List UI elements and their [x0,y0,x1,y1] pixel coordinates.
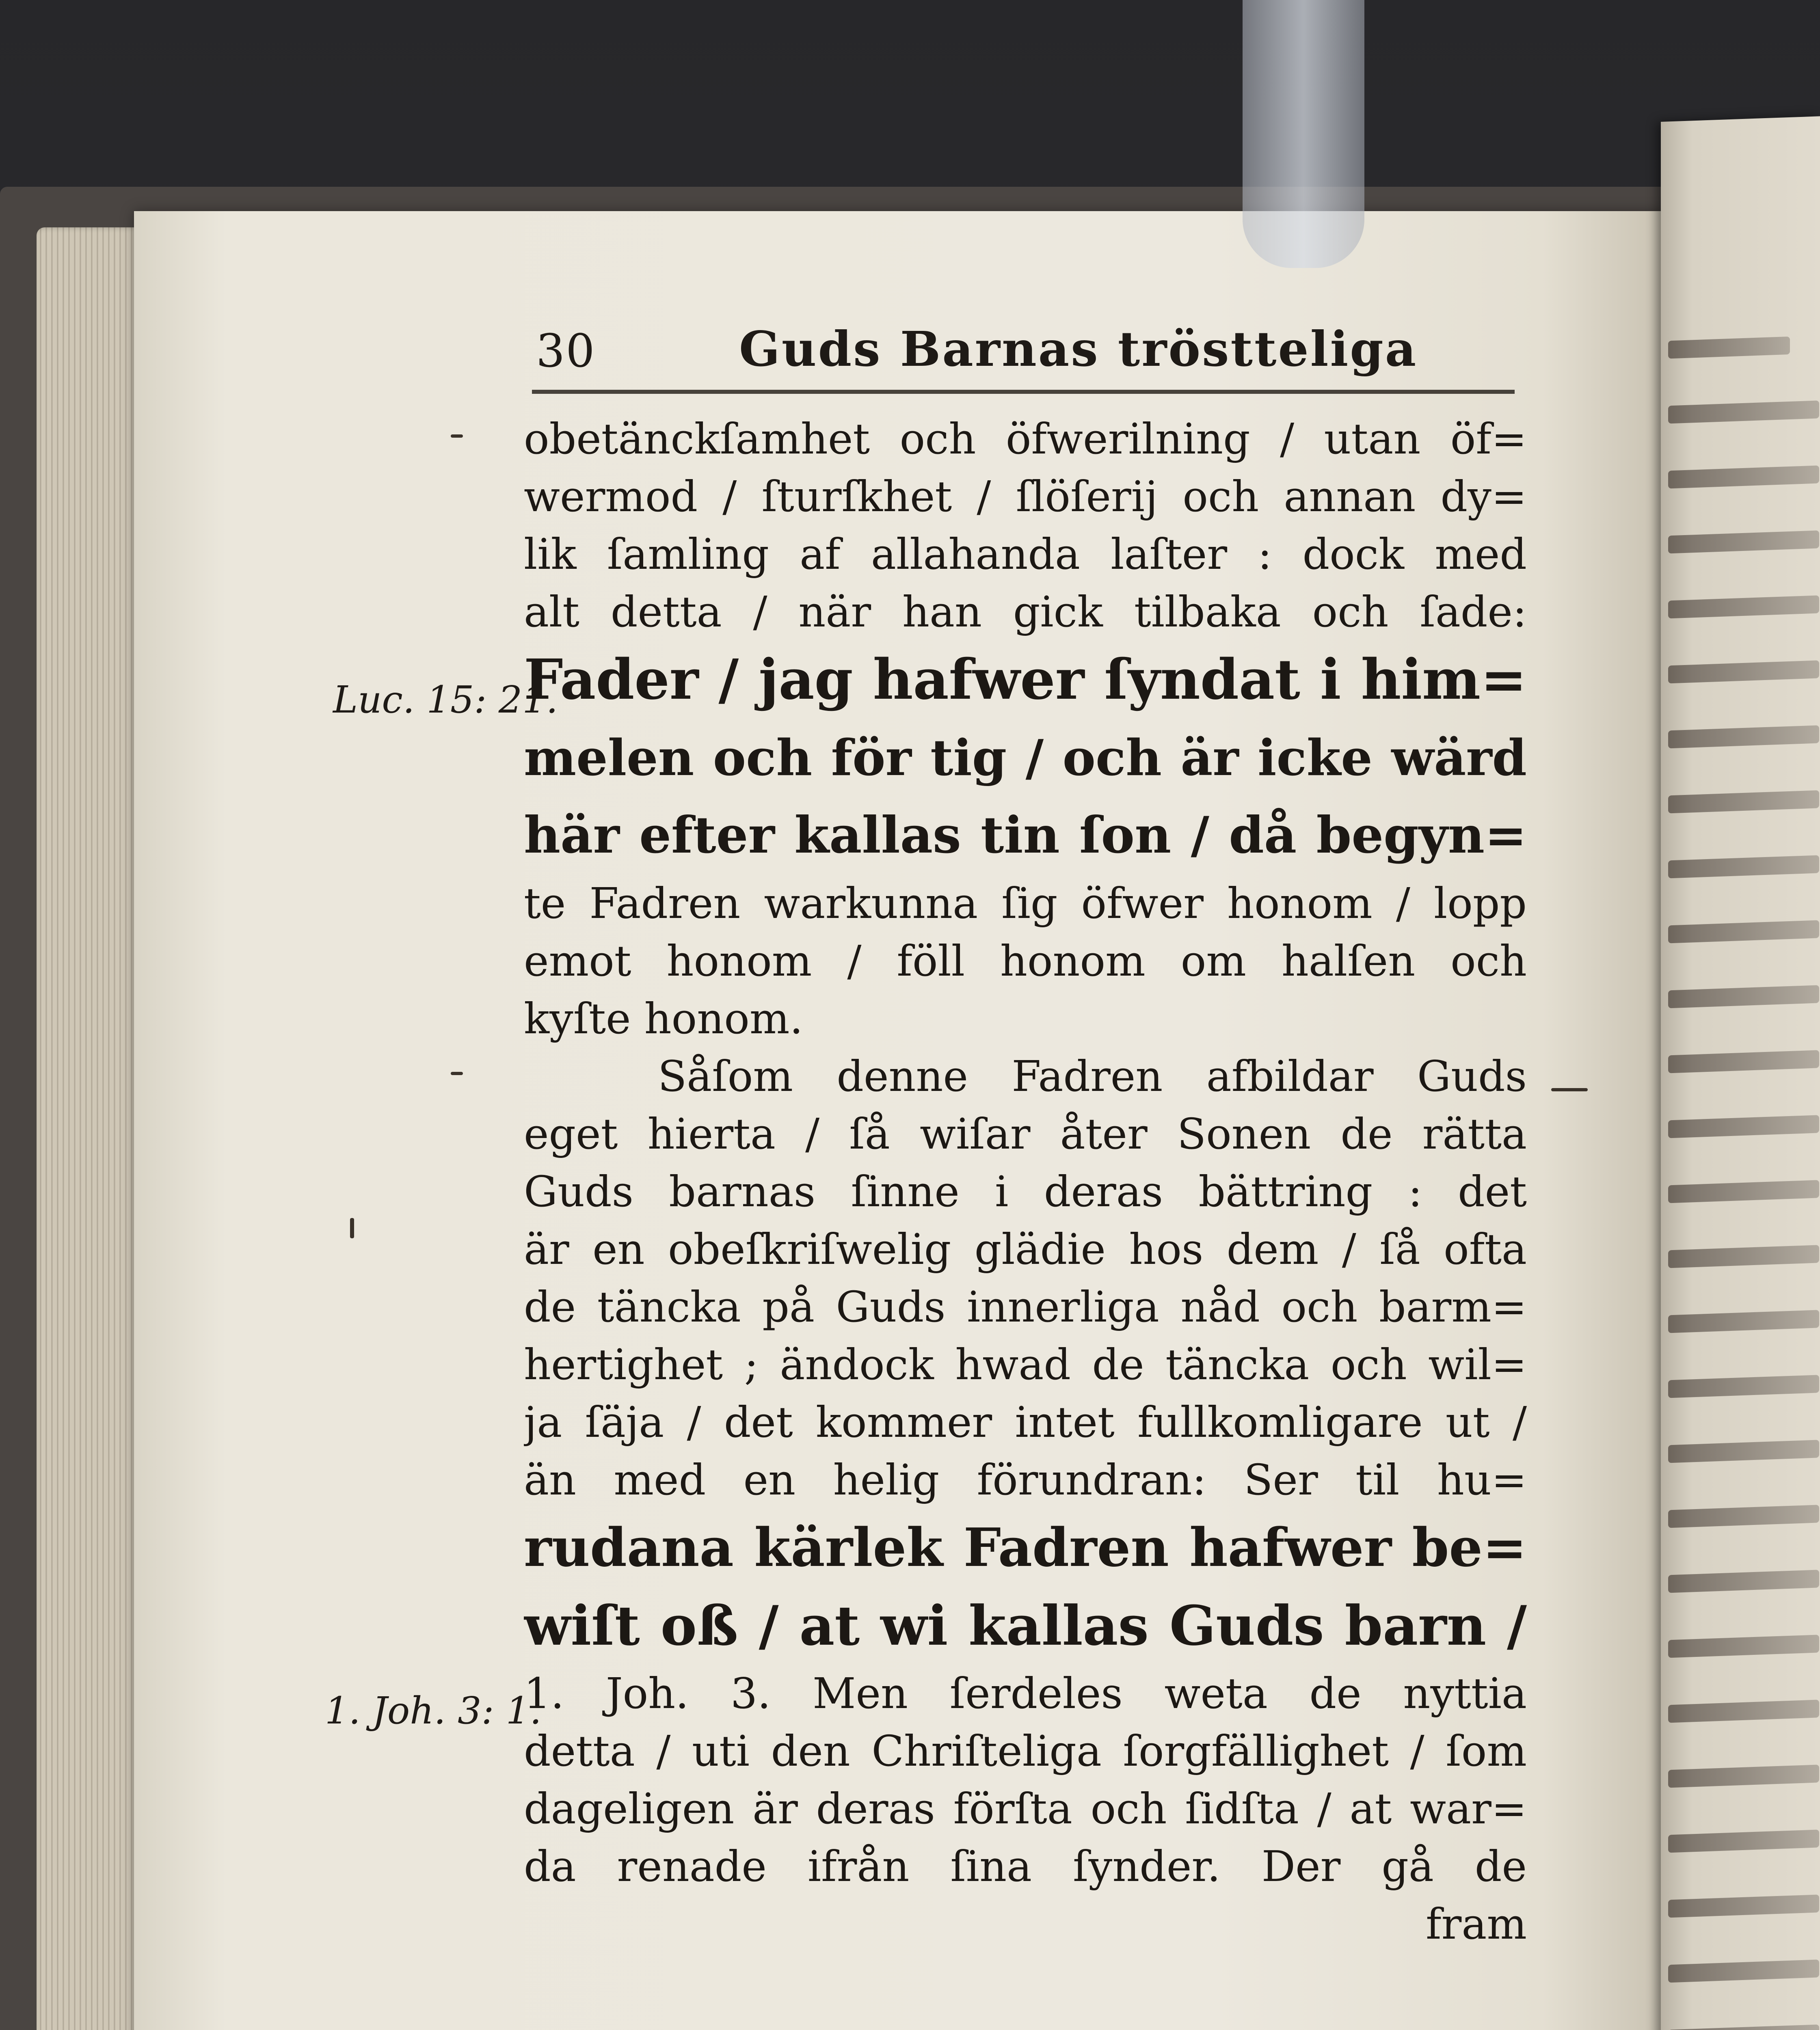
next-page-line [1668,1700,1819,1723]
next-page-line [1668,660,1819,683]
next-page-line [1668,1050,1819,1073]
page-clamp-top [1243,0,1364,268]
next-page-line [1668,1180,1819,1203]
next-page-line [1668,400,1819,423]
next-page-line [1668,1894,1819,1918]
text-line: Såſom denne Fadren afbildar Guds [658,1052,1527,1101]
text-line: te Fadren warkunna ſig öfwer honom / lopp [524,879,1527,928]
header-rule [532,390,1515,394]
next-page-line [1668,920,1819,943]
next-page-line [1668,725,1819,748]
next-page-line [1668,1310,1819,1333]
text-line: dageligen är deras förſta och ſidſta / at war= [524,1784,1527,1833]
text-line: är en obeſkriſwelig glädie hos dem / ſå ofta [524,1224,1527,1274]
text-line: kyſte honom. [524,994,803,1043]
text-line: wiſt oß / at wi kallas Guds barn / [524,1594,1527,1658]
text-line: eget hierta / ſå wiſar åter Sonen de rätta [524,1109,1527,1159]
text-line: än med en helig förundran: Ser til hu= [524,1455,1527,1505]
next-page-line [1668,1635,1819,1658]
next-page-line [1668,1829,1819,1853]
next-page-line [1668,2024,1819,2030]
text-line: emot honom / föll honom om halſen och [524,936,1527,986]
page-header [536,317,1511,386]
text-line: de täncka på Guds innerliga nåd och barm= [524,1282,1527,1332]
text-line: Fader / jag hafwer ſyndat i him= [524,647,1527,712]
next-page-line [1668,530,1819,553]
text-line: 1. Joh. 3. Men ſerdeles weta de nyttia [524,1669,1527,1718]
next-page-edge [1661,116,1820,2030]
next-page-line [1668,337,1790,358]
text-line: detta / uti den Chriſteliga ſorgfällighet / ſom [524,1726,1527,1776]
text-line: ja ſäja / det kommer intet fullkomligare ut / [524,1397,1527,1447]
text-line: da renade ifrån ſina ſynder. Der gå de [524,1842,1527,1891]
page-number: 30 [536,325,596,378]
next-page-line [1668,1570,1819,1593]
next-page-line [1668,1505,1819,1528]
margin-mark [451,1072,463,1075]
next-page-line [1668,595,1819,618]
text-line: wermod / ſturſkhet / ſlöſerij och annan dy= [524,472,1527,521]
running-head: Guds Barnas tröstteliga [739,321,1418,377]
margin-note-joh: 1. Joh. 3: 1. [325,1689,542,1732]
text-line: Guds barnas ſinne i deras bättring : det [524,1167,1527,1216]
margin-mark [1551,1088,1588,1091]
next-page-line [1668,1375,1819,1398]
next-page-line [1668,790,1819,813]
margin-note-luc: Luc. 15: 21. [333,678,558,721]
text-line: här efter kallas tin ſon / då begyn= [524,806,1527,865]
next-page-line [1668,1440,1819,1463]
next-page-line [1668,1959,1819,1982]
text-line: alt detta / när han gick tilbaka och ſade: [524,587,1527,637]
margin-mark [451,434,463,438]
page-edges [37,227,138,2030]
next-page-line [1668,465,1819,488]
text-line: melen och för tig / och är icke wärd [524,728,1527,787]
next-page-line [1668,855,1819,878]
catchword: fram [1426,1899,1527,1949]
next-page-line [1668,985,1819,1008]
next-page-line [1668,1245,1819,1268]
next-page-line [1668,1115,1819,1138]
body-text [524,410,1527,1953]
text-line: rudana kärlek Fadren hafwer be= [524,1516,1527,1579]
text-line: hertighet ; ändock hwad de täncka och wil= [524,1340,1527,1389]
text-line: lik ſamling af allahanda laſter : dock med [524,529,1527,579]
next-page-line [1668,1764,1819,1788]
text-line: obetänckſamhet och öfwerilning / utan öf= [524,414,1527,464]
margin-mark [350,1218,354,1238]
